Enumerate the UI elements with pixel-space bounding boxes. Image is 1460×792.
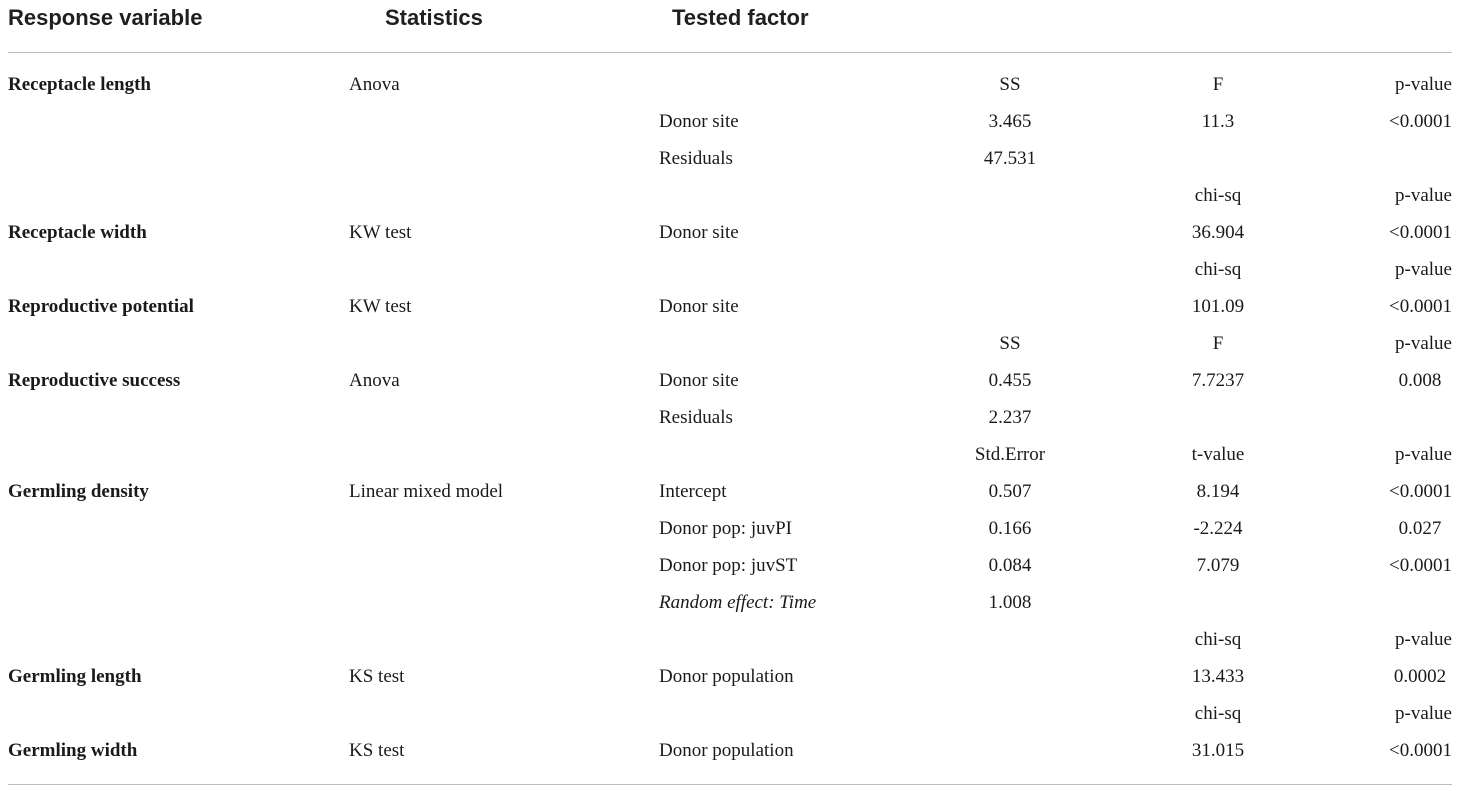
statistics-cell: Linear mixed model	[349, 481, 504, 502]
value-col1-cell: 0.084	[988, 555, 1032, 576]
table-row	[0, 732, 1460, 769]
statistics-cell: KS test	[349, 740, 405, 761]
tested-factor-cell: Random effect: Time	[659, 592, 817, 613]
tested-factor-cell: Donor site	[659, 296, 739, 317]
table-row	[0, 325, 1460, 362]
table-row	[0, 547, 1460, 584]
response-variable-cell: Receptacle length	[8, 74, 151, 95]
value-col1-cell: SS	[999, 74, 1021, 95]
value-col2-cell: 101.09	[1191, 296, 1245, 317]
table-row	[0, 251, 1460, 288]
table-row	[0, 66, 1460, 103]
tested-factor-cell: Intercept	[659, 481, 727, 502]
value-col2-cell: chi-sq	[1194, 629, 1242, 650]
table-row	[0, 621, 1460, 658]
response-variable-cell: Reproductive potential	[8, 296, 194, 317]
value-col1-cell: 1.008	[988, 592, 1032, 613]
table-row	[0, 103, 1460, 140]
value-col3-cell: p-value	[1395, 333, 1452, 354]
value-col2-cell: -2.224	[1193, 518, 1243, 539]
table-row	[0, 584, 1460, 621]
value-col1-cell: 3.465	[988, 111, 1032, 132]
value-col2-cell: 8.194	[1196, 481, 1240, 502]
table-row	[0, 288, 1460, 325]
table-row	[0, 399, 1460, 436]
value-col1-cell: SS	[999, 333, 1021, 354]
table-row	[0, 177, 1460, 214]
statistics-cell: Anova	[349, 74, 400, 95]
value-col3-cell: <0.0001	[1389, 481, 1452, 502]
value-col1-cell: 0.166	[988, 518, 1032, 539]
value-col3-cell: <0.0001	[1389, 740, 1452, 761]
header-statistics: Statistics	[385, 5, 483, 30]
value-col2-cell: chi-sq	[1194, 185, 1242, 206]
value-col3-cell: 0.027	[1398, 518, 1442, 539]
value-col1-cell: 47.531	[983, 148, 1037, 169]
response-variable-cell: Reproductive success	[8, 370, 181, 391]
value-col2-cell: F	[1212, 333, 1224, 354]
value-col3-cell: p-value	[1395, 444, 1452, 465]
value-col1-cell: Std.Error	[974, 444, 1046, 465]
value-col2-cell: F	[1212, 74, 1224, 95]
table-row	[0, 473, 1460, 510]
response-variable-cell: Germling length	[8, 666, 142, 687]
table-row	[0, 695, 1460, 732]
value-col3-cell: 0.008	[1398, 370, 1442, 391]
value-col3-cell: <0.0001	[1389, 555, 1452, 576]
tested-factor-cell: Donor site	[659, 222, 739, 243]
table-header	[0, 0, 1460, 40]
value-col2-cell: 13.433	[1191, 666, 1245, 687]
value-col2-cell: t-value	[1191, 444, 1245, 465]
response-variable-cell: Germling density	[8, 481, 149, 502]
value-col3-cell: <0.0001	[1389, 222, 1452, 243]
value-col1-cell: 0.455	[988, 370, 1032, 391]
value-col2-cell: 36.904	[1191, 222, 1245, 243]
value-col2-cell: chi-sq	[1194, 703, 1242, 724]
response-variable-cell: Receptacle width	[8, 222, 147, 243]
statistics-cell: KS test	[349, 666, 405, 687]
value-col3-cell: <0.0001	[1389, 296, 1452, 317]
tested-factor-cell: Donor population	[659, 740, 794, 761]
table-row	[0, 214, 1460, 251]
tested-factor-cell: Donor site	[659, 111, 739, 132]
header-divider	[8, 52, 1452, 53]
value-col2-cell: 7.7237	[1191, 370, 1245, 391]
statistics-cell: KW test	[349, 296, 412, 317]
header-response-variable: Response variable	[8, 5, 203, 30]
value-col3-cell: 0.0002	[1393, 666, 1447, 687]
table-row	[0, 658, 1460, 695]
response-variable-cell: Germling width	[8, 740, 138, 761]
value-col3-cell: p-value	[1395, 259, 1452, 280]
value-col2-cell: 7.079	[1196, 555, 1240, 576]
tested-factor-cell: Donor site	[659, 370, 739, 391]
table-row	[0, 510, 1460, 547]
value-col2-cell: 11.3	[1201, 111, 1235, 132]
tested-factor-cell: Donor pop: juvST	[659, 555, 798, 576]
value-col3-cell: p-value	[1395, 185, 1452, 206]
tested-factor-cell: Residuals	[659, 407, 733, 428]
value-col3-cell: p-value	[1395, 703, 1452, 724]
value-col1-cell: 2.237	[988, 407, 1032, 428]
value-col3-cell: p-value	[1395, 629, 1452, 650]
table-row	[0, 140, 1460, 177]
value-col2-cell: chi-sq	[1194, 259, 1242, 280]
value-col3-cell: p-value	[1395, 74, 1452, 95]
statistics-cell: Anova	[349, 370, 400, 391]
value-col2-cell: 31.015	[1191, 740, 1245, 761]
table-row	[0, 362, 1460, 399]
table-row	[0, 436, 1460, 473]
value-col1-cell: 0.507	[988, 481, 1032, 502]
tested-factor-cell: Residuals	[659, 148, 733, 169]
header-tested-factor: Tested factor	[672, 5, 809, 30]
tested-factor-cell: Donor pop: juvPI	[659, 518, 792, 539]
statistics-cell: KW test	[349, 222, 412, 243]
table-bottom-divider	[8, 784, 1452, 785]
value-col3-cell: <0.0001	[1389, 111, 1452, 132]
tested-factor-cell: Donor population	[659, 666, 794, 687]
